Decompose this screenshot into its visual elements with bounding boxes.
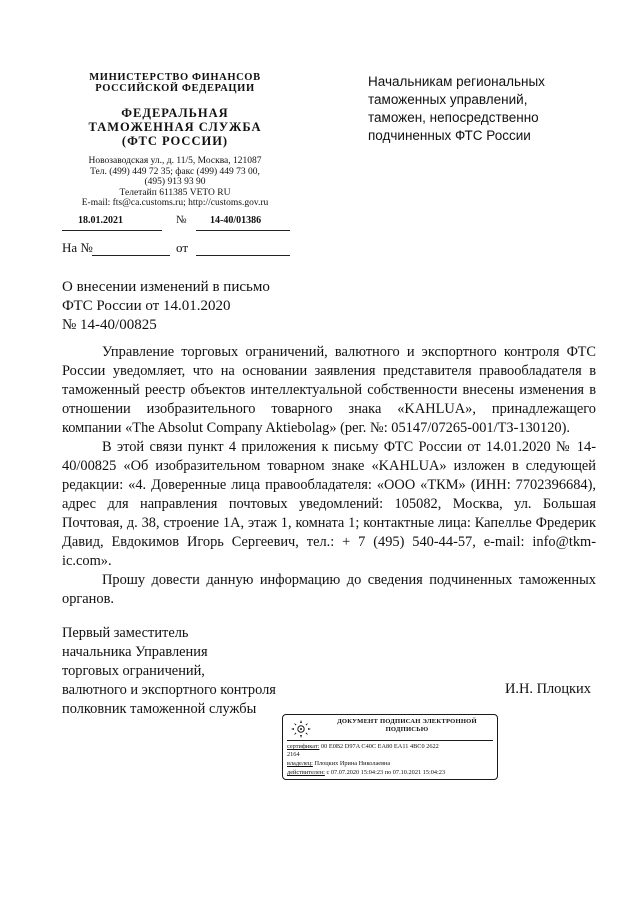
service-line-3: (ФТС РОССИИ): [121, 134, 229, 148]
position-line-3: торговых ограничений,: [62, 663, 205, 679]
ministry-line-2: РОССИЙСКОЙ ФЕДЕРАЦИИ: [95, 83, 255, 94]
stamp-certificate-cont: [287, 751, 300, 759]
address-line-2: Тел. (499) 449 72 35; факс (499) 449 73 00,: [90, 166, 260, 177]
position-line-1: Первый заместитель: [62, 625, 189, 641]
stamp-title-line-1: ДОКУМЕНТ ПОДПИСАН ЭЛЕКТРОННОЙ: [337, 718, 477, 725]
stamp-certificate: [287, 743, 439, 751]
reference-from: от: [176, 240, 189, 255]
position-line-5: полковник таможенной службы: [62, 701, 257, 717]
certificate-label: сертификат:: [287, 743, 320, 750]
subject-line-1: О внесении изменений в письмо: [62, 279, 270, 295]
address-line-3: (495) 913 93 90: [144, 177, 206, 187]
letter-subject: [62, 278, 270, 335]
signatory-name: И.Н. Плоцких: [505, 681, 591, 697]
stamp-owner: [287, 760, 390, 768]
subject-line-2: ФТС России от 14.01.2020: [62, 298, 231, 314]
emblem-icon: [288, 718, 314, 740]
stamp-title: [319, 718, 495, 734]
position-line-4: валютного и экспортного контроля: [62, 682, 276, 698]
reference-date-underline: [196, 255, 290, 256]
letterhead: [40, 72, 310, 209]
body-paragraph-3: Прошу довести данную информацию до сведения подчиненных таможенных органов.: [62, 572, 596, 607]
ministry-line-1: МИНИСТЕРСТВО ФИНАНСОВ: [89, 72, 261, 83]
electronic-signature-stamp: [282, 714, 498, 780]
reference-number-underline: [92, 255, 170, 256]
service-line-1: ФЕДЕРАЛЬНАЯ: [121, 106, 229, 120]
subject-line-3: № 14-40/00825: [62, 317, 157, 333]
address-line-1: Новозаводская ул., д. 11/5, Москва, 121087: [88, 156, 262, 166]
certificate-value: 00 E0B2 D97A C40C EA80 EA11 4BC0 2622: [320, 743, 439, 750]
addressee-line-3: таможен, непосредственно: [368, 110, 539, 125]
stamp-validity: [287, 769, 445, 777]
service-line-2: ТАМОЖЕННАЯ СЛУЖБА: [88, 120, 262, 134]
position-line-2: начальника Управления: [62, 644, 208, 660]
date-underline: [62, 230, 162, 231]
number-symbol: №: [176, 214, 187, 226]
address-line-4: Телетайп 611385 VETO RU: [119, 187, 231, 198]
owner-label: владелец:: [287, 760, 313, 767]
validity-value: с 07.07.2020 15:04:23 по 07.10.2021 15:04:23: [326, 769, 446, 776]
signatory-position: [62, 624, 276, 719]
addressee-line-1: Начальникам региональных: [368, 74, 545, 89]
service-address: [40, 156, 310, 209]
owner-value: Плоцких Ирина Николаевна: [314, 760, 391, 767]
ministry-name: [40, 72, 310, 94]
body-paragraph-2: В этой связи пункт 4 приложения к письму ФТС России от 14.01.2020 № 14-40/00825 «Об изобразительном товарном знаке «KAHLUA» изложен в следующей редакции: «4. Доверенные лица правообладателя: «ООО «ТКМ» (ИНН: 7702396684), адрес для направления почтовых уведомлений: 105082, Москва, ул. Большая Почтовая, д. 38, строение 1А, этаж 1, комната 1; контактные лица: Капеллье Фредерик Давид, Евдокимов Игорь Сергеевич, тел.: + 7 (495) 540-44-57, e-mail: info@tkm-ic.com».: [62, 439, 596, 569]
registration-date: 18.01.2021: [78, 215, 123, 226]
validity-label: действителен:: [287, 769, 325, 776]
service-name: [40, 106, 310, 148]
certificate-value-2: 2164: [287, 751, 300, 758]
addressee-line-2: таможенных управлений,: [368, 92, 528, 107]
addressee: [368, 73, 598, 145]
registration-number: 14-40/01386: [210, 215, 262, 226]
stamp-title-line-2: ПОДПИСЬЮ: [385, 726, 429, 733]
body-paragraph-1: Управление торговых ограничений, валютного и экспортного контроля ФТС России уведомляет, что на основании заявления представителя правообладателя в таможенный реестр объектов интеллектуальной собственности внесены изменения в отношении изобразительного товарного знака «KAHLUA», принадлежащего компании «The Absolut Company Aktiebolag» (рег. №: 05147/07265-001/ТЗ-130120).: [62, 344, 596, 436]
addressee-line-4: подчиненных ФТС России: [368, 128, 531, 143]
letter-body: [62, 343, 596, 609]
address-line-5: E-mail: fts@ca.customs.ru; http://customs.gov.ru: [81, 198, 269, 208]
stamp-divider: [287, 740, 493, 741]
reference-prefix: На №: [62, 240, 93, 255]
number-underline: [196, 230, 290, 231]
